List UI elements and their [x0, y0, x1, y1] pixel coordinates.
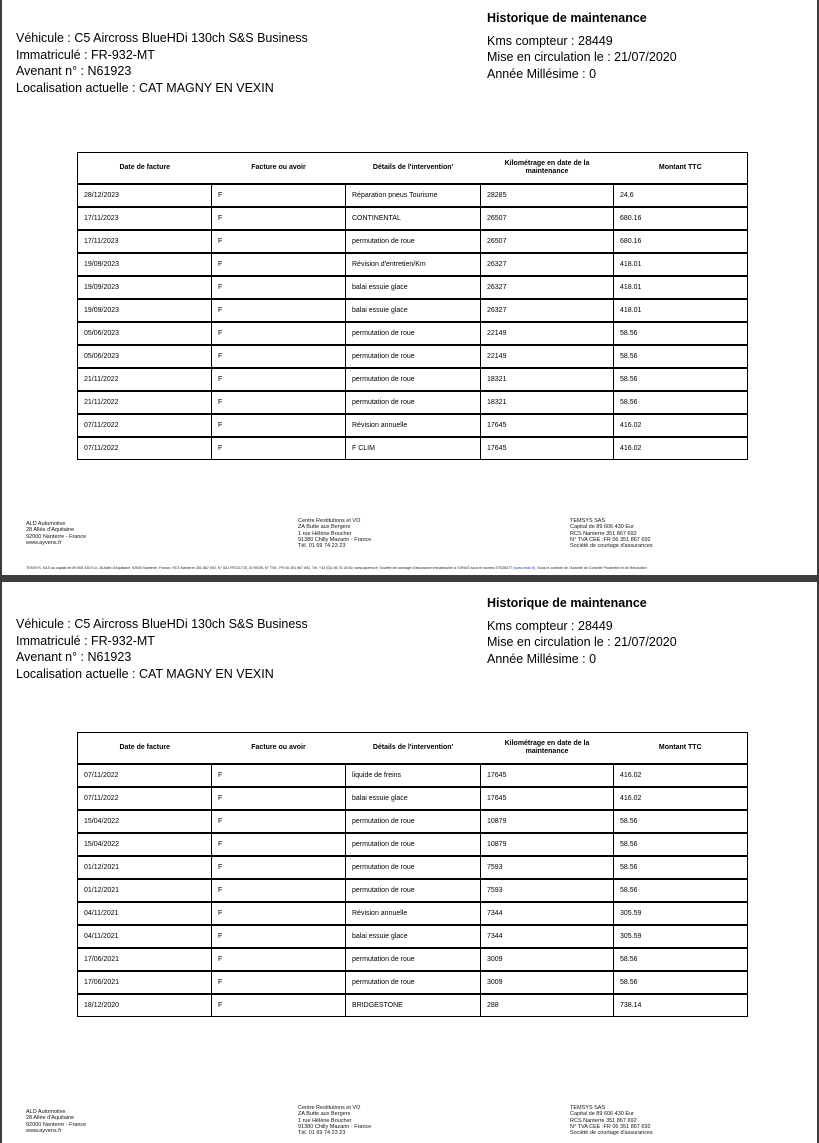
footer-line: Tél. 01 69 74 23 23	[298, 1130, 346, 1137]
cell-type: F	[212, 322, 346, 345]
footer-centre	[298, 518, 371, 549]
vehicle-location: Localisation actuelle : CAT MAGNY EN VEXIN	[16, 80, 274, 95]
model-year: Année Millésime : 0	[487, 651, 597, 666]
model-year: Année Millésime : 0	[487, 66, 597, 81]
table-row	[78, 902, 748, 925]
legal-notice	[26, 566, 796, 570]
header-amount: Montant TTC	[614, 733, 748, 765]
cell-amount: 416.02	[614, 787, 748, 810]
cell-details: permutation de roue	[346, 856, 481, 879]
cell-amount: 416.02	[614, 414, 748, 437]
cell-date: 19/09/2023	[78, 299, 212, 322]
footer-line: ZA Butte aux Bergers	[298, 524, 351, 531]
footer-line: Tél. 01 69 74 23 23	[298, 543, 346, 550]
cell-mileage: 22149	[481, 322, 614, 345]
cell-mileage: 7344	[481, 925, 614, 948]
cell-date: 01/12/2021	[78, 879, 212, 902]
table-row	[78, 299, 748, 322]
cell-mileage: 26327	[481, 253, 614, 276]
cell-details: BRIDGESTONE	[346, 994, 481, 1017]
cell-amount: 418.01	[614, 276, 748, 299]
table-row	[78, 856, 748, 879]
cell-mileage: 7593	[481, 879, 614, 902]
cell-mileage: 10879	[481, 833, 614, 856]
header-type: Facture ou avoir	[212, 733, 346, 765]
table-row	[78, 994, 748, 1017]
cell-type: F	[212, 925, 346, 948]
footer-line: 1 rue Hélène Boucher	[298, 1117, 352, 1124]
cell-amount: 58.56	[614, 322, 748, 345]
footer-line: 91380 Chilly Mazarin - France	[298, 536, 372, 543]
table-body	[78, 184, 748, 460]
cell-mileage: 17645	[481, 787, 614, 810]
footer-line: www.ayvens.fr	[26, 539, 62, 546]
cell-type: F	[212, 971, 346, 994]
table-row	[78, 368, 748, 391]
table-row	[78, 414, 748, 437]
vehicle-avenant: Avenant n° : N61923	[16, 650, 132, 664]
cell-type: F	[212, 230, 346, 253]
cell-date: 05/06/2023	[78, 345, 212, 368]
cell-type: F	[212, 787, 346, 810]
cell-type: F	[212, 391, 346, 414]
cell-details: Révision annuelle	[346, 902, 481, 925]
document-page-2	[2, 582, 817, 1143]
table-row	[78, 879, 748, 902]
header-type: Facture ou avoir	[212, 153, 346, 185]
cell-date: 17/06/2021	[78, 948, 212, 971]
cell-details: Réparation pneus Tourisme	[346, 184, 481, 207]
cell-date: 18/12/2020	[78, 994, 212, 1017]
table-row	[78, 391, 748, 414]
cell-mileage: 17645	[481, 437, 614, 460]
footer-line: TEMSYS SAS	[570, 518, 606, 524]
cell-type: F	[212, 276, 346, 299]
cell-details: F CLIM	[346, 437, 481, 460]
cell-date: 07/11/2022	[78, 764, 212, 787]
footer-line: 28 Allée d'Aquitaine	[26, 527, 75, 534]
maintenance-table	[77, 732, 748, 1017]
header-mileage: Kilométrage en date de la maintenance	[481, 733, 614, 765]
cell-mileage: 26507	[481, 230, 614, 253]
header-amount: Montant TTC	[614, 153, 748, 185]
cell-details: CONTINENTAL	[346, 207, 481, 230]
cell-type: F	[212, 414, 346, 437]
cell-details: permutation de roue	[346, 368, 481, 391]
cell-amount: 738.14	[614, 994, 748, 1017]
cell-date: 04/11/2021	[78, 902, 212, 925]
vehicle-info	[16, 616, 308, 682]
header-details: Détails de l'intervention'	[346, 733, 481, 765]
cell-amount: 58.56	[614, 856, 748, 879]
cell-details: balai essuie glace	[346, 276, 481, 299]
table-row	[78, 230, 748, 253]
cell-type: F	[212, 368, 346, 391]
footer-line: Centre Restitutions et VO	[298, 518, 361, 524]
footer-line: Centre Restitutions et VO	[298, 1105, 361, 1111]
vehicle-plate: Immatriculé : FR-932-MT	[16, 47, 155, 62]
header-mileage: Kilométrage en date de la maintenance	[481, 153, 614, 185]
page-title: Historique de maintenance	[487, 596, 647, 610]
orias-link[interactable]: (www.orias.fr)	[513, 566, 536, 570]
cell-details: balai essuie glace	[346, 787, 481, 810]
cell-date: 21/11/2022	[78, 368, 212, 391]
legal-text: . Sous le contrôle de l'Autorité de Contrôle Prudentiel et de Résolution	[535, 566, 647, 570]
footer-line: Société de courtage d'assurances	[570, 543, 653, 550]
cell-details: permutation de roue	[346, 971, 481, 994]
cell-details: permutation de roue	[346, 345, 481, 368]
cell-amount: 680.16	[614, 230, 748, 253]
cell-amount: 416.02	[614, 764, 748, 787]
table-header-row	[78, 153, 748, 185]
odometer: Kms compteur : 28449	[487, 33, 613, 48]
table-body	[78, 764, 748, 1017]
cell-details: permutation de roue	[346, 833, 481, 856]
registration-date: Mise en circulation le : 21/07/2020	[487, 635, 677, 649]
cell-amount: 418.01	[614, 253, 748, 276]
cell-type: F	[212, 810, 346, 833]
table-row	[78, 925, 748, 948]
footer-centre	[298, 1105, 371, 1136]
cell-amount: 305.59	[614, 902, 748, 925]
cell-mileage: 28285	[481, 184, 614, 207]
cell-date: 19/09/2023	[78, 253, 212, 276]
cell-type: F	[212, 764, 346, 787]
cell-mileage: 288	[481, 994, 614, 1017]
cell-type: F	[212, 207, 346, 230]
cell-details: Révision annuelle	[346, 414, 481, 437]
cell-mileage: 22149	[481, 345, 614, 368]
footer-line: RCS Nanterre 351 867 692	[570, 530, 637, 537]
table-row	[78, 764, 748, 787]
cell-date: 04/11/2021	[78, 925, 212, 948]
page-title: Historique de maintenance	[487, 11, 647, 25]
cell-mileage: 26507	[481, 207, 614, 230]
footer-line: www.ayvens.fr	[26, 1127, 62, 1134]
header-details: Détails de l'intervention'	[346, 153, 481, 185]
table-row	[78, 184, 748, 207]
cell-details: Révision d'entretien/Km	[346, 253, 481, 276]
footer-line: 92000 Nanterre - France	[26, 1121, 87, 1128]
cell-date: 07/11/2022	[78, 414, 212, 437]
cell-amount: 418.01	[614, 299, 748, 322]
cell-type: F	[212, 948, 346, 971]
footer-ald	[26, 1109, 86, 1134]
footer-line: Société de courtage d'assurances	[570, 1130, 653, 1137]
table-row	[78, 322, 748, 345]
cell-amount: 58.56	[614, 879, 748, 902]
cell-amount: 58.56	[614, 368, 748, 391]
footer-line: Capital de 89 606 430 Eur	[570, 1111, 634, 1118]
footer-line: N° TVA CEE :FR 06 351 867 692	[570, 536, 651, 543]
footer-temsys	[570, 518, 653, 549]
cell-details: permutation de roue	[346, 391, 481, 414]
footer-line: Capital de 89 606 430 Eur	[570, 524, 634, 531]
cell-details: permutation de roue	[346, 948, 481, 971]
footer-ald	[26, 521, 86, 546]
cell-type: F	[212, 994, 346, 1017]
cell-amount: 58.56	[614, 833, 748, 856]
table-row	[78, 207, 748, 230]
maintenance-info	[487, 595, 677, 667]
vehicle-location: Localisation actuelle : CAT MAGNY EN VEXIN	[16, 666, 274, 681]
cell-type: F	[212, 437, 346, 460]
cell-amount: 680.16	[614, 207, 748, 230]
cell-date: 15/04/2022	[78, 810, 212, 833]
vehicle-model: Véhicule : C5 Aircross BlueHDi 130ch S&S Business	[16, 617, 308, 631]
cell-date: 21/11/2022	[78, 391, 212, 414]
registration-date: Mise en circulation le : 21/07/2020	[487, 50, 677, 64]
vehicle-info	[16, 30, 308, 96]
cell-mileage: 7593	[481, 856, 614, 879]
cell-amount: 58.56	[614, 391, 748, 414]
header-date: Date de facture	[78, 153, 212, 185]
footer-line: 28 Allée d'Aquitaine	[26, 1115, 75, 1122]
cell-mileage: 17645	[481, 414, 614, 437]
footer-line: N° TVA CEE :FR 06 351 867 692	[570, 1123, 651, 1130]
header-date: Date de facture	[78, 733, 212, 765]
cell-mileage: 10879	[481, 810, 614, 833]
maintenance-table	[77, 152, 748, 460]
cell-amount: 58.56	[614, 345, 748, 368]
table-row	[78, 276, 748, 299]
cell-details: liquide de freins	[346, 764, 481, 787]
cell-details: balai essuie glace	[346, 299, 481, 322]
cell-type: F	[212, 345, 346, 368]
cell-amount: 24.6	[614, 184, 748, 207]
cell-details: permutation de roue	[346, 322, 481, 345]
cell-date: 17/11/2023	[78, 230, 212, 253]
cell-amount: 58.56	[614, 948, 748, 971]
cell-mileage: 3009	[481, 948, 614, 971]
cell-mileage: 3009	[481, 971, 614, 994]
footer-line: 92000 Nanterre - France	[26, 533, 87, 540]
cell-mileage: 7344	[481, 902, 614, 925]
footer-line: RCS Nanterre 351 867 692	[570, 1117, 637, 1124]
cell-mileage: 26327	[481, 299, 614, 322]
footer-line: 1 rue Hélène Boucher	[298, 530, 352, 537]
cell-details: balai essuie glace	[346, 925, 481, 948]
cell-type: F	[212, 902, 346, 925]
footer-line: ALD Automotive	[26, 521, 66, 527]
table-row	[78, 948, 748, 971]
maintenance-info	[487, 10, 677, 82]
legal-text: TEMSYS, SAS au capital de 89 606 430 Eur, 28 Allée d'Aquitaine, 92000 Nanterre, France, RCS Nanterre 351 867 692, N° IDU FR231725_01YBOB, N° TVA : FR 06 351 867 692, Tél. +33 (0)1 56 76 18 60, www.ayvens.fr. Société de courtage d'assurance immatriculée à l'ORIAS sous le numéro 07026077	[26, 566, 513, 570]
cell-amount: 58.56	[614, 810, 748, 833]
cell-mileage: 26327	[481, 276, 614, 299]
cell-details: permutation de roue	[346, 230, 481, 253]
cell-date: 07/11/2022	[78, 787, 212, 810]
cell-type: F	[212, 833, 346, 856]
cell-type: F	[212, 253, 346, 276]
cell-details: permutation de roue	[346, 810, 481, 833]
cell-type: F	[212, 299, 346, 322]
document-page-1	[2, 0, 817, 575]
cell-date: 15/04/2022	[78, 833, 212, 856]
footer-line: ZA Butte aux Bergers	[298, 1111, 351, 1118]
cell-type: F	[212, 184, 346, 207]
cell-date: 28/12/2023	[78, 184, 212, 207]
cell-type: F	[212, 856, 346, 879]
table-row	[78, 437, 748, 460]
footer-line: 91380 Chilly Mazarin - France	[298, 1123, 372, 1130]
cell-amount: 58.56	[614, 971, 748, 994]
cell-date: 17/06/2021	[78, 971, 212, 994]
odometer: Kms compteur : 28449	[487, 618, 613, 633]
cell-mileage: 17645	[481, 764, 614, 787]
cell-date: 07/11/2022	[78, 437, 212, 460]
table-row	[78, 810, 748, 833]
table-row	[78, 833, 748, 856]
cell-mileage: 18321	[481, 368, 614, 391]
cell-amount: 416.02	[614, 437, 748, 460]
footer-temsys	[570, 1105, 653, 1136]
cell-amount: 305.59	[614, 925, 748, 948]
vehicle-model: Véhicule : C5 Aircross BlueHDi 130ch S&S Business	[16, 31, 308, 45]
cell-type: F	[212, 879, 346, 902]
cell-date: 17/11/2023	[78, 207, 212, 230]
cell-date: 19/09/2023	[78, 276, 212, 299]
table-header-row	[78, 733, 748, 765]
vehicle-avenant: Avenant n° : N61923	[16, 64, 132, 78]
table-row	[78, 345, 748, 368]
table-row	[78, 787, 748, 810]
footer-line: TEMSYS SAS	[570, 1105, 606, 1111]
vehicle-plate: Immatriculé : FR-932-MT	[16, 633, 155, 648]
cell-mileage: 18321	[481, 391, 614, 414]
footer-line: ALD Automotive	[26, 1109, 66, 1115]
table-row	[78, 253, 748, 276]
cell-details: permutation de roue	[346, 879, 481, 902]
table-row	[78, 971, 748, 994]
cell-date: 01/12/2021	[78, 856, 212, 879]
cell-date: 05/06/2023	[78, 322, 212, 345]
